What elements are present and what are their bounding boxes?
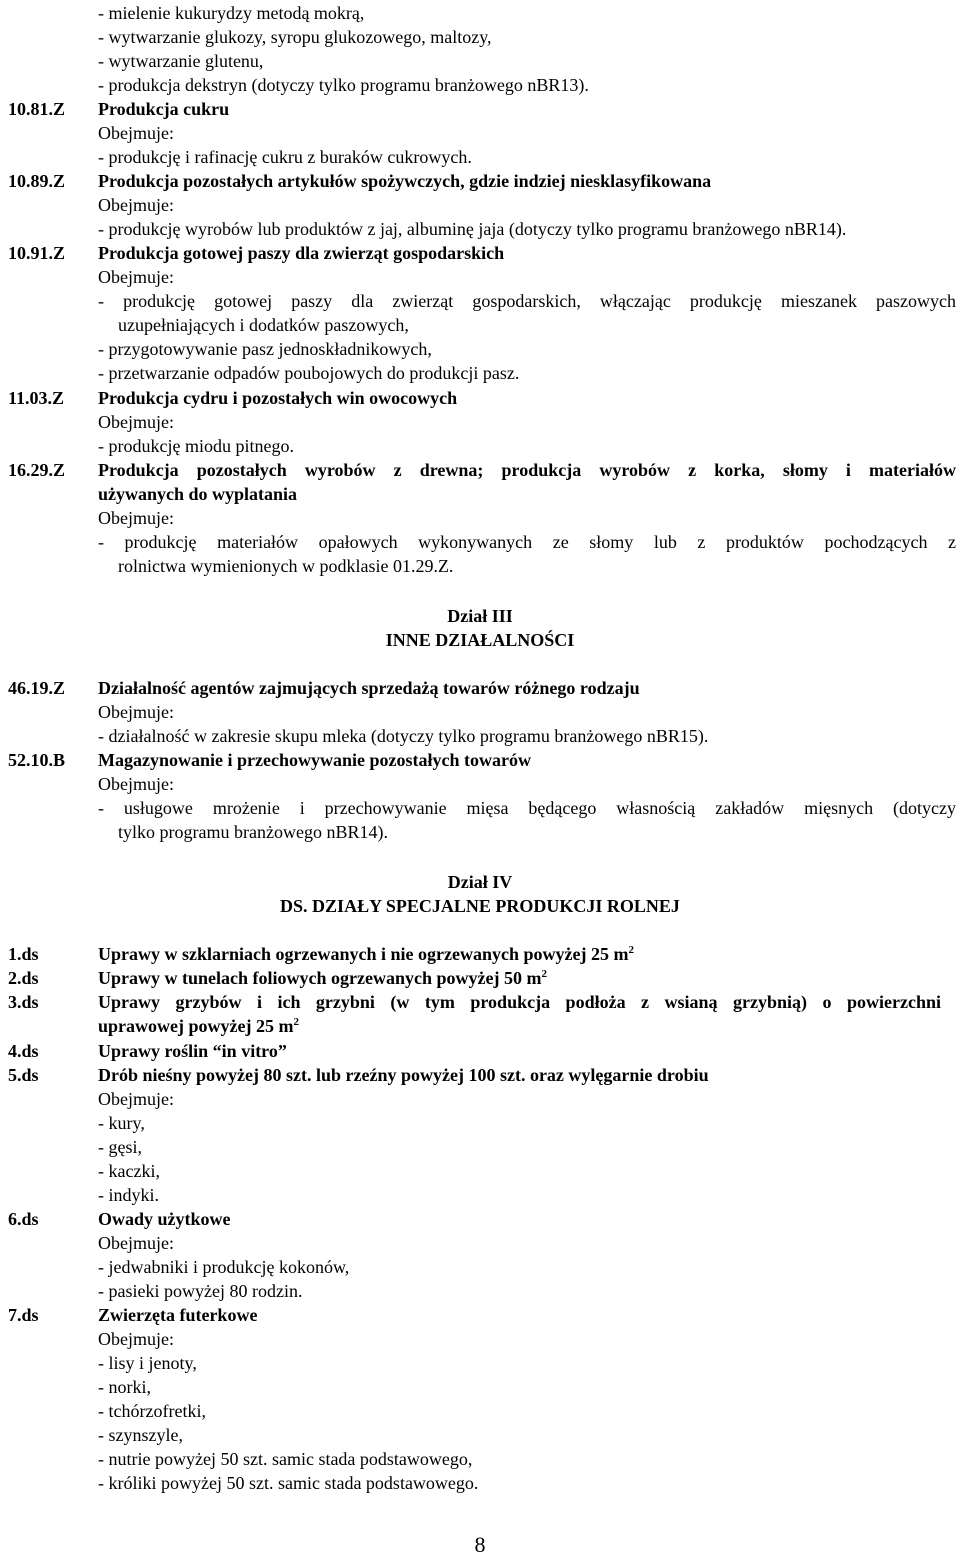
list-item-continuation: rolnictwa wymienionych w podklasie 01.29.Z. bbox=[118, 556, 454, 576]
section-code: 11.03.Z bbox=[8, 388, 65, 408]
section-title: Produkcja gotowej paszy dla zwierząt gospodarskich bbox=[98, 243, 505, 263]
list-item: - norki, bbox=[98, 1377, 151, 1397]
obejmuje-label: Obejmuje: bbox=[98, 412, 174, 432]
list-item-continuation: tylko programu branżowego nBR14). bbox=[118, 822, 388, 842]
list-item: - jedwabniki i produkcję kokonów, bbox=[98, 1257, 350, 1277]
list-item: - nutrie powyżej 50 szt. samic stada podstawowego, bbox=[98, 1449, 473, 1469]
section-code: 3.ds bbox=[8, 992, 39, 1012]
list-item: - produkcję miodu pitnego. bbox=[98, 436, 294, 456]
section-code: 5.ds bbox=[8, 1065, 39, 1085]
section-title-text: Uprawy w tunelach foliowych ogrzewanych powyżej 50 m bbox=[98, 968, 542, 988]
list-item: - wytwarzanie glukozy, syropu glukozowego, maltozy, bbox=[98, 27, 492, 47]
list-item: - produkcję gotowej paszy dla zwierząt gospodarskich, włączając produkcję mieszanek paszowych bbox=[98, 291, 956, 311]
section-title-text: Uprawy w szklarniach ogrzewanych i nie ogrzewanych powyżej 25 m bbox=[98, 944, 629, 964]
section-title: Produkcja cukru bbox=[98, 99, 230, 119]
section-title: Zwierzęta futerkowe bbox=[98, 1305, 258, 1325]
section-title: Produkcja pozostałych artykułów spożywczych, gdzie indziej niesklasyfikowana bbox=[98, 171, 712, 191]
section-title: Drób nieśny powyżej 80 szt. lub rzeźny powyżej 100 szt. oraz wylęgarnie drobiu bbox=[98, 1065, 709, 1085]
section-title: Produkcja cydru i pozostałych win owocowych bbox=[98, 388, 458, 408]
section-title: Działalność agentów zajmujących sprzedażą towarów różnego rodzaju bbox=[98, 678, 640, 698]
list-item: - produkcję wyrobów lub produktów z jaj, albuminę jaja (dotyczy tylko programu branżowego nBR14). bbox=[98, 219, 847, 239]
page-number: 8 bbox=[474, 1532, 486, 1557]
obejmuje-label: Obejmuje: bbox=[98, 702, 174, 722]
list-item: - pasieki powyżej 80 rodzin. bbox=[98, 1281, 303, 1301]
division-heading: Dział III bbox=[447, 606, 513, 626]
obejmuje-label: Obejmuje: bbox=[98, 1089, 174, 1109]
list-item: - działalność w zakresie skupu mleka (dotyczy tylko programu branżowego nBR15). bbox=[98, 726, 709, 746]
section-title bbox=[98, 942, 634, 966]
section-code: 10.89.Z bbox=[8, 171, 66, 191]
section-title-continuation: używanych do wyplatania bbox=[98, 484, 298, 504]
list-item: - kaczki, bbox=[98, 1161, 160, 1181]
list-item: - produkcję materiałów opałowych wykonywanych ze słomy lub z produktów pochodzących z bbox=[98, 532, 956, 552]
superscript: 2 bbox=[293, 1016, 299, 1028]
list-item: - gęsi, bbox=[98, 1137, 142, 1157]
section-title: Magazynowanie i przechowywanie pozostałych towarów bbox=[98, 750, 531, 770]
list-item: - wytwarzanie glutenu, bbox=[98, 51, 264, 71]
superscript: 2 bbox=[541, 968, 547, 980]
section-code: 10.91.Z bbox=[8, 243, 66, 263]
section-title-text: uprawowej powyżej 25 m bbox=[98, 1016, 294, 1036]
obejmuje-label: Obejmuje: bbox=[98, 1329, 174, 1349]
section-title-continuation bbox=[98, 1014, 299, 1038]
list-item: - tchórzofretki, bbox=[98, 1401, 206, 1421]
section-code: 52.10.B bbox=[8, 750, 66, 770]
list-item: - produkcja dekstryn (dotyczy tylko programu branżowego nBR13). bbox=[98, 75, 589, 95]
list-item: - przygotowywanie pasz jednoskładnikowych, bbox=[98, 339, 432, 359]
list-item: - lisy i jenoty, bbox=[98, 1353, 197, 1373]
section-title: Uprawy grzybów i ich grzybni (w tym produkcja podłoża z wsianą grzybnią) o powierzchni bbox=[98, 992, 941, 1012]
obejmuje-label: Obejmuje: bbox=[98, 123, 174, 143]
section-code: 16.29.Z bbox=[8, 460, 66, 480]
division-subheading: DS. DZIAŁY SPECJALNE PRODUKCJI ROLNEJ bbox=[280, 896, 680, 916]
list-item: - usługowe mrożenie i przechowywanie mięsa będącego własnością zakładów mięsnych (dotyczy bbox=[98, 798, 956, 818]
section-code: 4.ds bbox=[8, 1041, 39, 1061]
obejmuje-label: Obejmuje: bbox=[98, 1233, 174, 1253]
section-code: 10.81.Z bbox=[8, 99, 66, 119]
section-code: 2.ds bbox=[8, 968, 39, 988]
list-item: - przetwarzanie odpadów poubojowych do produkcji pasz. bbox=[98, 363, 520, 383]
division-subheading: INNE DZIAŁALNOŚCI bbox=[385, 630, 575, 650]
obejmuje-label: Obejmuje: bbox=[98, 774, 174, 794]
section-title: Produkcja pozostałych wyrobów z drewna; produkcja wyrobów z korka, słomy i materiałów bbox=[98, 460, 956, 480]
section-code: 1.ds bbox=[8, 944, 39, 964]
section-title: Owady użytkowe bbox=[98, 1209, 231, 1229]
section-code: 46.19.Z bbox=[8, 678, 66, 698]
obejmuje-label: Obejmuje: bbox=[98, 508, 174, 528]
list-item: - kury, bbox=[98, 1113, 145, 1133]
obejmuje-label: Obejmuje: bbox=[98, 195, 174, 215]
obejmuje-label: Obejmuje: bbox=[98, 267, 174, 287]
list-item: - indyki. bbox=[98, 1185, 159, 1205]
section-code: 7.ds bbox=[8, 1305, 39, 1325]
section-title: Uprawy roślin “in vitro” bbox=[98, 1041, 287, 1061]
section-code: 6.ds bbox=[8, 1209, 39, 1229]
division-heading: Dział IV bbox=[447, 872, 513, 892]
list-item: - mielenie kukurydzy metodą mokrą, bbox=[98, 3, 365, 23]
list-item: - produkcję i rafinację cukru z buraków cukrowych. bbox=[98, 147, 472, 167]
list-item: - szynszyle, bbox=[98, 1425, 183, 1445]
superscript: 2 bbox=[628, 944, 634, 956]
list-item: - króliki powyżej 50 szt. samic stada podstawowego. bbox=[98, 1473, 479, 1493]
list-item-continuation: uzupełniających i dodatków paszowych, bbox=[118, 315, 409, 335]
section-title bbox=[98, 966, 547, 990]
